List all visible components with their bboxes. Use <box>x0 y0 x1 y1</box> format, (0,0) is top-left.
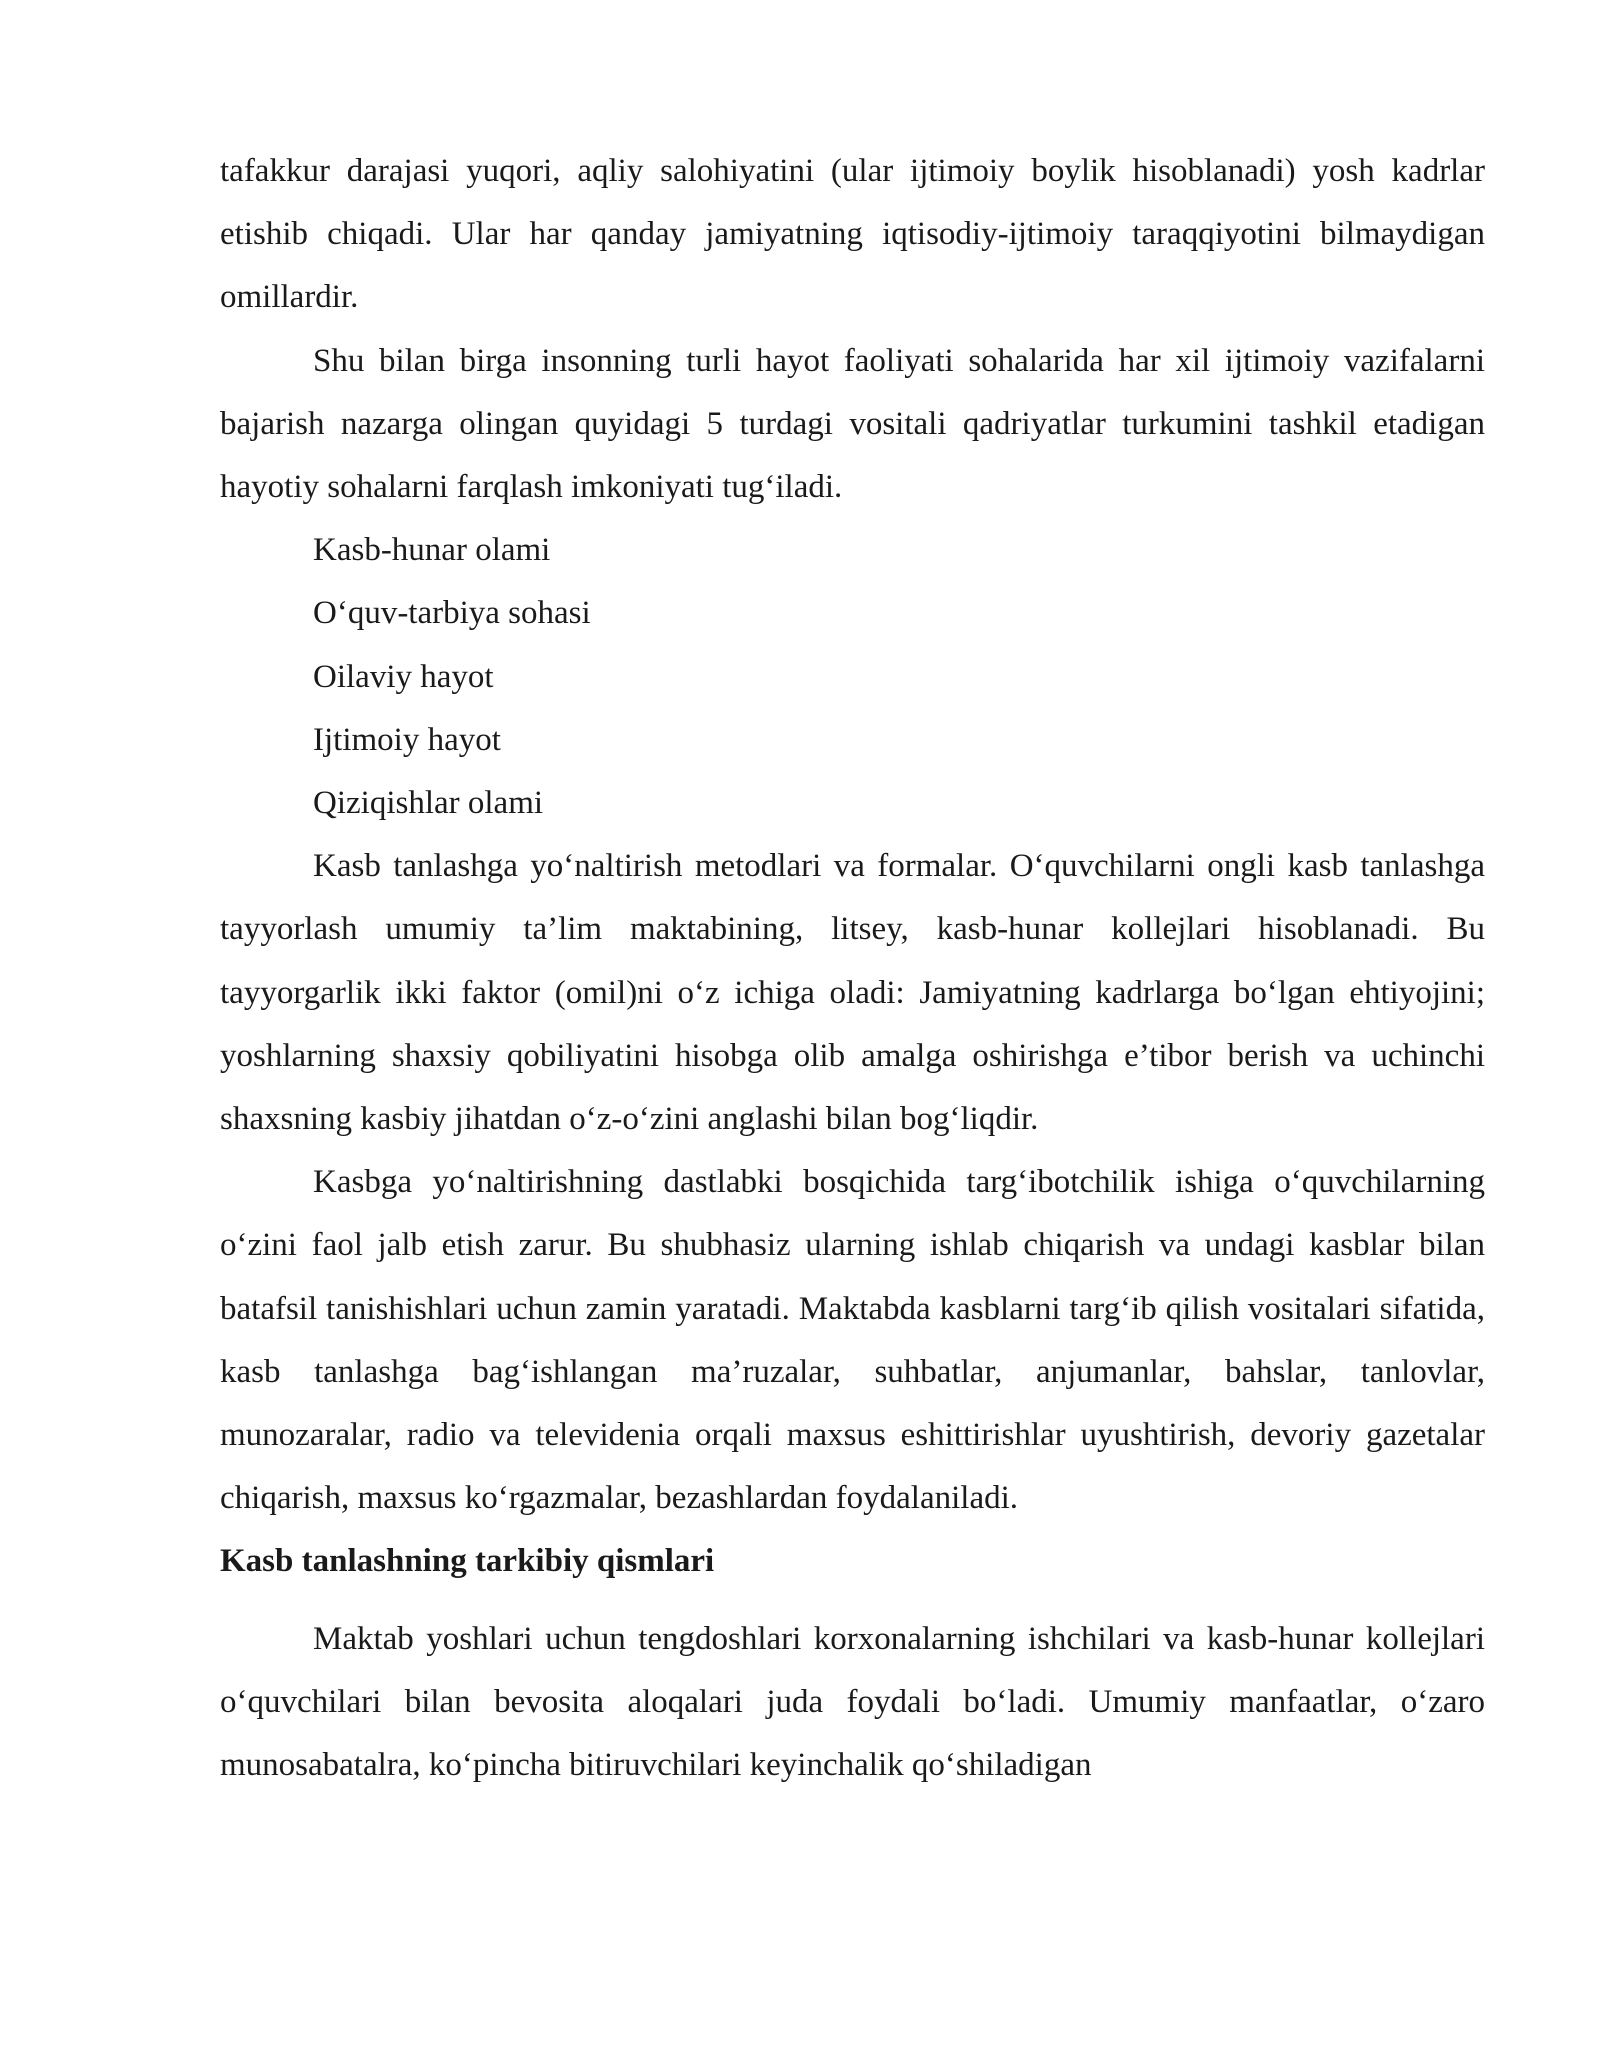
paragraph-continuation: tafakkur darajasi yuqori, aqliy salohiyatini (ular ijtimoiy boylik hisoblanadi) yosh kadrlar etishib chiqadi. Ular har qanday jamiyatning iqtisodiy-ijtimoiy taraqqiyotini bilmaydigan omillardir. <box>220 153 1485 316</box>
list-item-social-life: Ijtimoiy hayot <box>313 721 501 758</box>
list-item-interests-world: Qiziqishlar olami <box>313 785 544 822</box>
list-item-profession-world: Kasb-hunar olami <box>313 532 551 569</box>
paragraph-school-youth: Maktab yoshlari uchun tengdoshlari korxonalarning ishchilari va kasb-hunar kollejlari o‘quvchilari bilan bevosita aloqalari juda foydali bo‘ladi. Umumiy manfaatlar, o‘zaro munosabatalra, ko‘pincha bitiruvchilari keyinchalik qo‘shiladigan <box>220 1620 1485 1784</box>
list-item-family-life: Oilaviy hayot <box>313 658 494 695</box>
section-heading: Kasb tanlashning tarkibiy qismlari <box>220 1543 715 1580</box>
paragraph-life-spheres: Shu bilan birga insonning turli hayot faoliyati sohalarida har xil ijtimoiy vazifalarni bajarish nazarga olingan quyidagi 5 turdagi vositali qadriyatlar turkumini tashkil etadigan hayotiy sohalarni farqlash imkoniyati tug‘iladi. <box>220 342 1485 506</box>
list-item-education-sphere: O‘quv-tarbiya sohasi <box>313 595 591 632</box>
document-page <box>220 140 1485 1797</box>
paragraph-orientation-stage: Kasbga yo‘naltirishning dastlabki bosqichida targ‘ibotchilik ishiga o‘quvchilarning o‘zini faol jalb etish zarur. Bu shubhasiz ularning ishlab chiqarish va undagi kasblar bilan batafsil tanishishlari uchun zamin yaratadi. Maktabda kasblarni targ‘ib qilish vositalari sifatida, kasb tanlashga bag‘ishlangan ma’ruzalar, suhbatlar, anjumanlar, bahslar, tanlovlar, munozaralar, radio va televidenia orqali maxsus eshittirishlar uyushtirish, devoriy gazetalar chiqarish, maxsus ko‘rgazmalar, bezashlardan foydalaniladi. <box>220 1164 1485 1517</box>
paragraph-orientation-methods: Kasb tanlashga yo‘naltirish metodlari va formalar. O‘quvchilarni ongli kasb tanlashga tayyorlash umumiy ta’lim maktabining, litsey, kasb-hunar kollejlari hisoblanadi. Bu tayyorgarlik ikki faktor (omil)ni o‘z ichiga oladi: Jamiyatning kadrlarga bo‘lgan ehtiyojini; yoshlarning shaxsiy qobiliyatini hisobga olib amalga oshirishga e’tibor berish va uchinchi shaxsning kasbiy jihatdan o‘z-o‘zini anglashi bilan bog‘liqdir. <box>220 848 1485 1138</box>
